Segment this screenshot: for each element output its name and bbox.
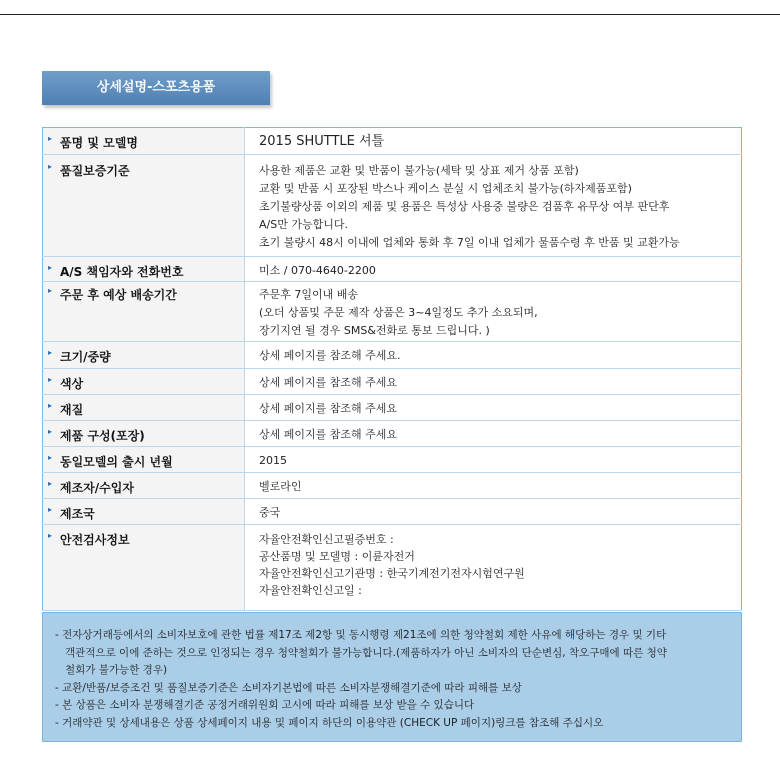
spec-label-cell <box>43 155 245 257</box>
spec-row <box>43 282 742 342</box>
spec-row <box>43 395 742 421</box>
spec-label: 크기/중량 <box>60 350 111 364</box>
spec-value-line: 미소 / 070-4640-2200 <box>259 264 376 277</box>
spec-label: 색상 <box>60 377 84 391</box>
spec-label: A/S 책임자와 전화번호 <box>60 265 184 279</box>
section-title: 상세설명-스포츠용품 <box>96 80 216 95</box>
spec-value-line: 교환 및 반품 시 포장된 박스나 케이스 분실 시 업체조치 불가능(하자제품포함) <box>259 182 632 195</box>
spec-row <box>43 473 742 499</box>
spec-label: 안전검사정보 <box>60 533 130 547</box>
spec-row <box>43 128 742 155</box>
spec-label: 제품 구성(포장) <box>60 429 145 443</box>
section-title-tab <box>42 71 270 105</box>
spec-value-line: 2015 <box>259 454 287 467</box>
spec-value-cell <box>245 499 742 525</box>
spec-value-line: 장기지연 될 경우 SMS&전화로 통보 드립니다. ) <box>259 324 490 337</box>
bullet-arrow-icon: ▸ <box>48 162 53 171</box>
notice-line: 객관적으로 이에 준하는 것으로 인정되는 경우 청약철회가 불가능합니다.(제품하자가 아닌 소비자의 단순변심, 착오구매에 따른 청약 <box>65 646 667 659</box>
spec-label: 재질 <box>60 403 84 417</box>
spec-label-cell <box>43 499 245 525</box>
spec-value-line: 자율안전확인신고일 : <box>259 584 362 597</box>
spec-label: 제조자/수입자 <box>60 481 134 495</box>
spec-value-line: 공산품명 및 모델명 : 이륜자전거 <box>259 550 415 563</box>
spec-label-cell <box>43 395 245 421</box>
spec-row <box>43 155 742 257</box>
spec-value-line: 중국 <box>259 506 281 519</box>
bullet-arrow-icon: ▸ <box>48 286 53 295</box>
spec-value-line: 상세 페이지를 참조해 주세요 <box>259 376 398 389</box>
bullet-arrow-icon: ▸ <box>48 479 53 488</box>
spec-value-line: 상세 페이지를 참조해 주세요 <box>259 428 398 441</box>
spec-value-line: 자율안전확인신고기관명 : 한국기계전기전자시험연구원 <box>259 567 525 580</box>
bullet-arrow-icon: ▸ <box>48 531 53 540</box>
spec-value-cell <box>245 342 742 369</box>
spec-value-cell <box>245 525 742 611</box>
spec-label: 제조국 <box>60 507 95 521</box>
spec-value-line: 주문후 7일이내 배송 <box>259 288 358 301</box>
spec-value-cell <box>245 421 742 447</box>
spec-value-cell <box>245 447 742 473</box>
spec-label-cell <box>43 342 245 369</box>
notice-line: - 거래약관 및 상세내용은 상품 상세페이지 내용 및 페이지 하단의 이용약관 (CHECK UP 페이지)링크를 참조해 주십시오 <box>55 716 604 729</box>
bullet-arrow-icon: ▸ <box>48 401 53 410</box>
spec-value-cell <box>245 369 742 395</box>
spec-label: 주문 후 예상 배송기간 <box>60 288 177 302</box>
spec-value-line: 2015 SHUTTLE 셔틀 <box>259 134 385 149</box>
spec-value-line: A/S만 가능합니다. <box>259 218 348 231</box>
spec-label: 동일모델의 출시 년월 <box>60 455 173 469</box>
notice-line: - 교환/반품/보증조건 및 품질보증기준은 소비자기본법에 따른 소비자분쟁해결기준에 따라 피해를 보상 <box>55 681 522 694</box>
spec-value-line: 상세 페이지를 참조해 주세요 <box>259 402 398 415</box>
notice-line: - 전자상거래등에서의 소비자보호에 관한 법률 제17조 제2항 및 동시행령 제21조에 의한 청약철회 제한 사유에 해당하는 경우 및 기타 <box>55 629 667 641</box>
spec-row <box>43 525 742 611</box>
spec-label-cell <box>43 473 245 499</box>
spec-value-cell <box>245 155 742 257</box>
spec-row <box>43 421 742 447</box>
bullet-arrow-icon: ▸ <box>48 505 53 514</box>
notice-box <box>42 612 742 742</box>
spec-value-cell <box>245 473 742 499</box>
spec-value-line: 사용한 제품은 교환 및 반품이 불가능(세탁 및 상표 제거 상품 포함) <box>259 164 579 177</box>
spec-label-cell <box>43 282 245 342</box>
bullet-arrow-icon: ▸ <box>48 348 53 357</box>
spec-row <box>43 342 742 369</box>
spec-value-line: 초기 불량시 48시 이내에 업체와 통화 후 7일 이내 업체가 물품수령 후 반품 및 교환가능 <box>259 236 680 249</box>
spec-label: 품명 및 모델명 <box>60 136 138 150</box>
spec-value-cell <box>245 257 742 282</box>
top-divider <box>0 14 780 15</box>
spec-label-cell <box>43 257 245 282</box>
spec-label-cell <box>43 421 245 447</box>
spec-value-cell <box>245 395 742 421</box>
spec-row <box>43 499 742 525</box>
spec-value-line: 벨로라인 <box>259 480 302 493</box>
spec-value-line: 상세 페이지를 참조해 주세요. <box>259 349 401 362</box>
spec-label-cell <box>43 447 245 473</box>
spec-value-line: 자율안전확인신고필증번호 : <box>259 533 394 546</box>
spec-label-cell <box>43 525 245 611</box>
spec-row <box>43 447 742 473</box>
bullet-arrow-icon: ▸ <box>48 134 53 143</box>
spec-value-line: 초기불량상품 이외의 제품 및 용품은 특성상 사용중 불량은 검품후 유무상 여부 판단후 <box>259 200 670 213</box>
spec-value-cell <box>245 282 742 342</box>
spec-row <box>43 257 742 282</box>
spec-value-line: (오더 상품및 주문 제작 상품은 3~4일정도 추가 소요되며, <box>259 306 538 319</box>
bullet-arrow-icon: ▸ <box>48 263 53 272</box>
bullet-arrow-icon: ▸ <box>48 453 53 462</box>
product-spec-table <box>42 127 742 611</box>
spec-label: 품질보증기준 <box>60 164 130 178</box>
spec-label-cell <box>43 128 245 155</box>
spec-label-cell <box>43 369 245 395</box>
notice-line: - 본 상품은 소비자 분쟁해결기준 공정거래위원회 고시에 따라 피해를 보상 받을 수 있습니다 <box>55 699 475 711</box>
bullet-arrow-icon: ▸ <box>48 427 53 436</box>
spec-value-cell <box>245 128 742 155</box>
bullet-arrow-icon: ▸ <box>48 375 53 384</box>
spec-row <box>43 369 742 395</box>
notice-line: 철회가 불가능한 경우) <box>65 664 168 676</box>
